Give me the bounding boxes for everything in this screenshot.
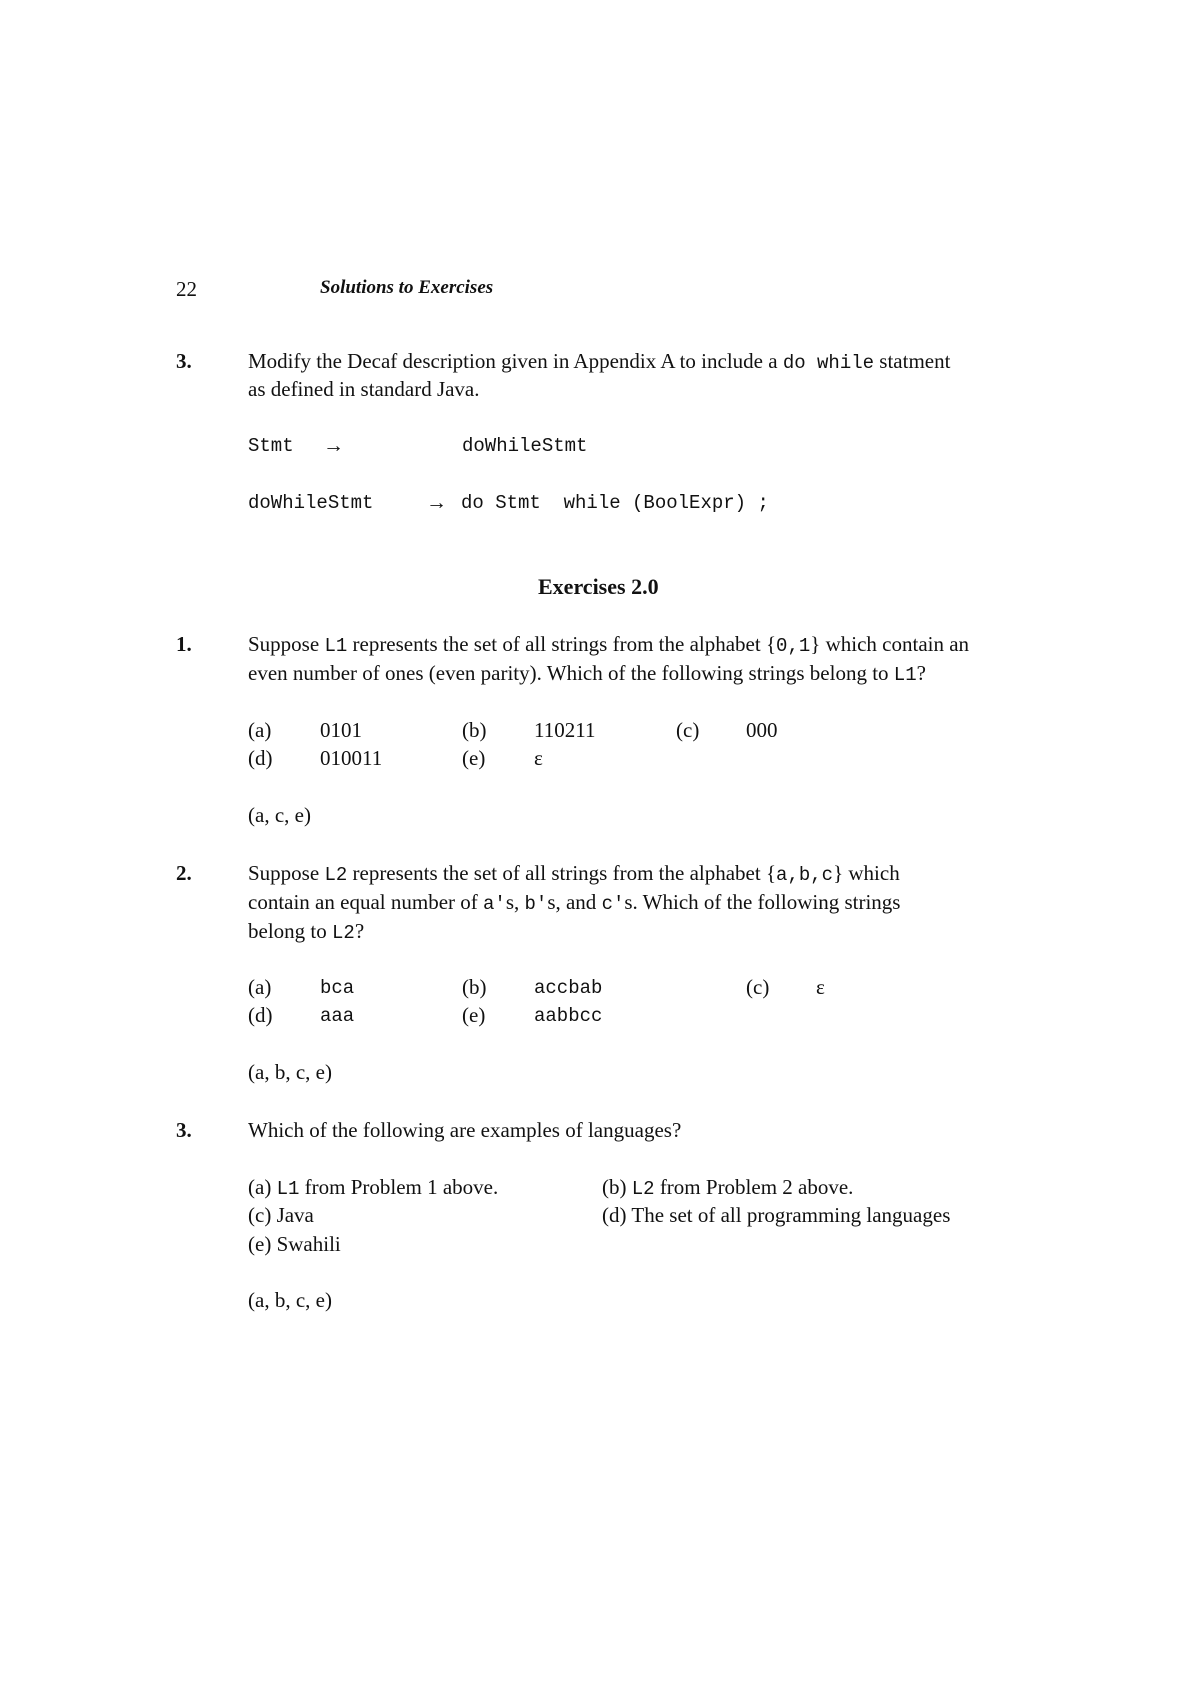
- grammar-lhs-2: doWhileStmt: [248, 492, 374, 514]
- q1-option-d-value: 010011: [320, 746, 383, 770]
- q2-line-1: Suppose L2 represents the set of all strings from the alphabet {a,b,c} which: [248, 861, 900, 886]
- q2-line-2: contain an equal number of a's, b's, and c's. Which of the following strings: [248, 890, 901, 915]
- q2-answer: (a, b, c, e): [248, 1060, 332, 1084]
- q1-option-e-label: (e): [462, 746, 486, 770]
- q2-option-a-label: (a): [248, 975, 272, 999]
- grammar-rhs-1: doWhileStmt: [462, 435, 588, 457]
- q3-option-c: (c) Java: [248, 1203, 314, 1227]
- q3-number: 3.: [176, 1118, 192, 1142]
- q3-option-e: (e) Swahili: [248, 1232, 341, 1256]
- q1-option-a-label: (a): [248, 718, 272, 742]
- q2-option-d-value: aaa: [320, 1005, 355, 1027]
- q2-option-c-label: (c): [746, 975, 770, 999]
- q2-option-a-value: bca: [320, 977, 355, 999]
- q1-line-2: even number of ones (even parity). Which of the following strings belong to L1?: [248, 661, 926, 686]
- q2-line-3: belong to L2?: [248, 919, 365, 944]
- q1-line-1: Suppose L1 represents the set of all strings from the alphabet {0,1} which contain an: [248, 632, 970, 657]
- page-number: 22: [176, 277, 197, 301]
- grammar-rhs-2: do Stmt while (BoolExpr) ;: [461, 492, 769, 514]
- q2-option-b-value: accbab: [534, 977, 603, 999]
- q2-option-b-label: (b): [462, 975, 487, 999]
- q2-option-c-value: ε: [816, 975, 825, 999]
- running-title: Solutions to Exercises: [320, 277, 494, 298]
- q3-option-a: (a) L1 from Problem 1 above.: [248, 1175, 499, 1200]
- q2-option-e-value: aabbcc: [534, 1005, 603, 1027]
- q2-option-e-label: (e): [462, 1003, 486, 1027]
- prev-problem-number: 3.: [176, 349, 192, 373]
- q1-option-a-value: 0101: [320, 718, 362, 742]
- grammar-arrow-1: →: [323, 433, 344, 457]
- inline-code: do while: [782, 352, 875, 374]
- q1-option-b-label: (b): [462, 718, 487, 742]
- prev-problem-line-2: as defined in standard Java.: [248, 377, 480, 401]
- grammar-arrow-2: →: [426, 490, 447, 514]
- q3-answer: (a, b, c, e): [248, 1288, 332, 1312]
- q1-answer: (a, c, e): [248, 803, 311, 827]
- q3-text: Which of the following are examples of languages?: [248, 1118, 682, 1142]
- q1-number: 1.: [176, 632, 192, 656]
- grammar-lhs-1: Stmt: [248, 435, 294, 457]
- q1-option-b-value: 110211: [534, 718, 596, 742]
- q2-option-d-label: (d): [248, 1003, 273, 1027]
- q1-option-c-label: (c): [676, 718, 700, 742]
- q2-number: 2.: [176, 861, 192, 885]
- q1-option-c-value: 000: [746, 718, 778, 742]
- q3-option-b: (b) L2 from Problem 2 above.: [602, 1175, 854, 1200]
- q1-option-e-value: ε: [534, 746, 543, 770]
- q1-option-d-label: (d): [248, 746, 273, 770]
- prev-problem-line-1: Modify the Decaf description given in Appendix A to include a do while statment: [248, 349, 951, 374]
- section-title: Exercises 2.0: [538, 574, 659, 599]
- q3-option-d: (d) The set of all programming languages: [602, 1203, 951, 1227]
